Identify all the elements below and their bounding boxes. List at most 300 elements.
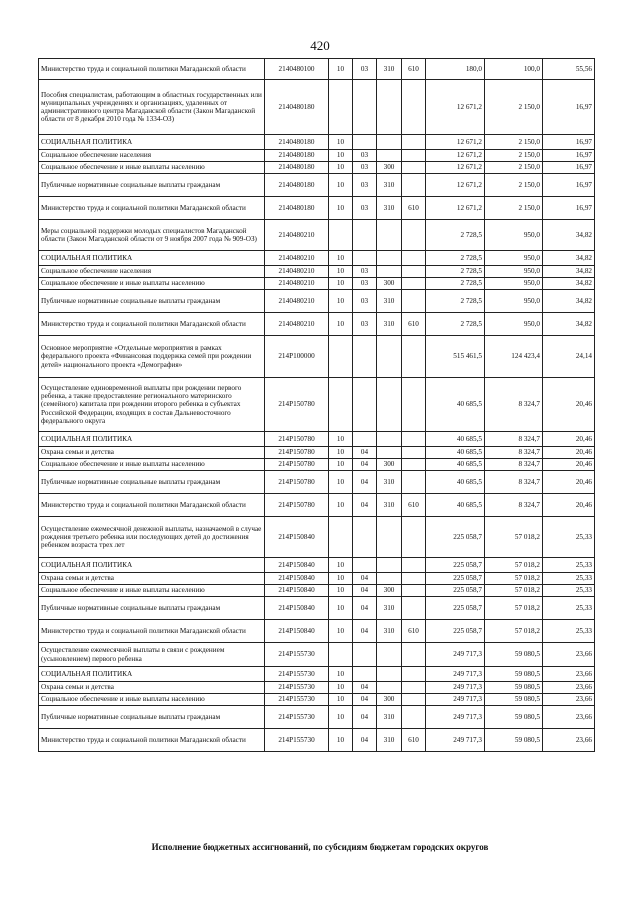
row-amount-actual: 2 150,0 (485, 135, 543, 150)
row-name: Осуществление ежемесячной денежной выплаты, назначаемой в случае рождения третьего ребенка или последующих детей до достижения ребенком возраста трех лет (39, 517, 265, 558)
table-row (39, 290, 595, 313)
row-department (402, 378, 426, 432)
row-percent: 23,66 (543, 643, 595, 667)
row-subsection: 03 (353, 150, 377, 162)
row-expense-type: 300 (377, 162, 402, 174)
row-section: 10 (329, 197, 353, 220)
row-code: 214P150840 (265, 558, 329, 573)
row-code: 214P155730 (265, 667, 329, 682)
row-section: 10 (329, 585, 353, 597)
table-row (39, 162, 595, 174)
row-department: 610 (402, 620, 426, 643)
row-expense-type (377, 517, 402, 558)
row-amount-actual: 8 324,7 (485, 447, 543, 459)
table-row (39, 597, 595, 620)
row-amount-actual: 59 080,5 (485, 643, 543, 667)
row-code: 2140480210 (265, 266, 329, 278)
row-name: Меры социальной поддержки молодых специалистов Магаданской области (Закон Магаданской области от 9 ноября 2007 года № 909-ОЗ) (39, 220, 265, 251)
row-expense-type (377, 432, 402, 447)
row-expense-type (377, 378, 402, 432)
row-expense-type (377, 80, 402, 135)
row-amount-plan: 2 728,5 (426, 278, 485, 290)
row-expense-type: 310 (377, 471, 402, 494)
row-section (329, 517, 353, 558)
row-section: 10 (329, 174, 353, 197)
row-expense-type (377, 150, 402, 162)
row-department (402, 220, 426, 251)
row-section: 10 (329, 59, 353, 80)
row-code: 214P155730 (265, 729, 329, 752)
row-code: 2140480210 (265, 251, 329, 266)
row-amount-plan: 249 717,3 (426, 667, 485, 682)
row-code: 214P150780 (265, 432, 329, 447)
row-amount-plan: 515 461,5 (426, 336, 485, 378)
row-percent: 34,82 (543, 251, 595, 266)
table-row (39, 174, 595, 197)
row-percent: 20,46 (543, 447, 595, 459)
row-expense-type: 300 (377, 585, 402, 597)
row-code: 214P150780 (265, 447, 329, 459)
row-amount-plan: 225 058,7 (426, 558, 485, 573)
row-subsection (353, 432, 377, 447)
row-subsection (353, 643, 377, 667)
table-row (39, 266, 595, 278)
row-code: 2140480210 (265, 278, 329, 290)
row-department (402, 278, 426, 290)
row-amount-actual: 950,0 (485, 220, 543, 251)
row-subsection (353, 378, 377, 432)
row-amount-plan: 225 058,7 (426, 585, 485, 597)
row-code: 2140480210 (265, 313, 329, 336)
row-name: Публичные нормативные социальные выплаты гражданам (39, 471, 265, 494)
row-expense-type: 310 (377, 729, 402, 752)
table-row (39, 729, 595, 752)
row-expense-type (377, 682, 402, 694)
row-subsection: 03 (353, 174, 377, 197)
row-amount-actual: 950,0 (485, 278, 543, 290)
row-name: Министерство труда и социальной политики Магаданской области (39, 197, 265, 220)
row-department (402, 336, 426, 378)
row-percent: 34,82 (543, 220, 595, 251)
table-row (39, 313, 595, 336)
row-expense-type: 310 (377, 59, 402, 80)
row-name: СОЦИАЛЬНАЯ ПОЛИТИКА (39, 135, 265, 150)
row-department (402, 135, 426, 150)
row-code: 2140480180 (265, 162, 329, 174)
row-section: 10 (329, 251, 353, 266)
row-name: Публичные нормативные социальные выплаты гражданам (39, 174, 265, 197)
table-row (39, 59, 595, 80)
row-expense-type (377, 135, 402, 150)
row-percent: 20,46 (543, 494, 595, 517)
row-code: 2140480180 (265, 150, 329, 162)
row-amount-plan: 12 671,2 (426, 150, 485, 162)
row-section: 10 (329, 494, 353, 517)
row-amount-plan: 225 058,7 (426, 517, 485, 558)
table-row (39, 620, 595, 643)
row-subsection: 04 (353, 597, 377, 620)
row-percent: 25,33 (543, 620, 595, 643)
row-name: Охрана семьи и детства (39, 682, 265, 694)
row-expense-type (377, 251, 402, 266)
row-subsection: 03 (353, 197, 377, 220)
row-subsection (353, 135, 377, 150)
row-percent: 16,97 (543, 197, 595, 220)
row-name: Осуществление единовременной выплаты при рождении первого ребенка, а также предоставление регионального материнского (семейного) капитала при рождении второго ребенка в субъектах Российской Федерации, входящих в состав Дальневосточного федерального округа (39, 378, 265, 432)
row-section: 10 (329, 558, 353, 573)
row-subsection: 04 (353, 706, 377, 729)
row-amount-actual: 59 080,5 (485, 667, 543, 682)
row-amount-actual: 57 018,2 (485, 573, 543, 585)
row-percent: 25,33 (543, 573, 595, 585)
row-expense-type (377, 220, 402, 251)
row-subsection: 03 (353, 290, 377, 313)
row-amount-actual: 950,0 (485, 313, 543, 336)
row-name: Публичные нормативные социальные выплаты гражданам (39, 597, 265, 620)
row-section (329, 336, 353, 378)
table-row (39, 558, 595, 573)
row-subsection: 04 (353, 620, 377, 643)
row-name: Социальное обеспечение и иные выплаты населению (39, 278, 265, 290)
row-percent: 20,46 (543, 432, 595, 447)
row-amount-actual: 57 018,2 (485, 597, 543, 620)
row-department: 610 (402, 197, 426, 220)
row-name: Осуществление ежемесячной выплаты в связи с рождением (усыновлением) первого ребенка (39, 643, 265, 667)
row-amount-plan: 12 671,2 (426, 80, 485, 135)
row-percent: 20,46 (543, 459, 595, 471)
table-row (39, 459, 595, 471)
row-expense-type: 310 (377, 620, 402, 643)
row-percent: 20,46 (543, 378, 595, 432)
row-subsection (353, 251, 377, 266)
row-amount-actual: 59 080,5 (485, 694, 543, 706)
row-amount-plan: 249 717,3 (426, 694, 485, 706)
row-name: СОЦИАЛЬНАЯ ПОЛИТИКА (39, 432, 265, 447)
row-department (402, 80, 426, 135)
row-percent: 34,82 (543, 313, 595, 336)
row-percent: 23,66 (543, 682, 595, 694)
row-subsection (353, 517, 377, 558)
row-code: 214P155730 (265, 694, 329, 706)
row-section: 10 (329, 706, 353, 729)
row-code: 2140480180 (265, 80, 329, 135)
table-row (39, 135, 595, 150)
row-department (402, 573, 426, 585)
row-section: 10 (329, 729, 353, 752)
row-department (402, 459, 426, 471)
row-subsection: 04 (353, 573, 377, 585)
row-section: 10 (329, 447, 353, 459)
row-code: 214P150780 (265, 378, 329, 432)
row-subsection: 04 (353, 729, 377, 752)
row-code: 214P100000 (265, 336, 329, 378)
row-amount-actual: 2 150,0 (485, 150, 543, 162)
row-subsection (353, 558, 377, 573)
row-code: 2140480180 (265, 135, 329, 150)
row-percent: 23,66 (543, 706, 595, 729)
row-percent: 25,33 (543, 558, 595, 573)
row-section (329, 80, 353, 135)
row-expense-type (377, 643, 402, 667)
row-code: 2140480180 (265, 174, 329, 197)
table-row (39, 471, 595, 494)
row-expense-type: 310 (377, 597, 402, 620)
row-amount-plan: 249 717,3 (426, 682, 485, 694)
row-subsection: 03 (353, 266, 377, 278)
row-amount-plan: 12 671,2 (426, 162, 485, 174)
row-amount-plan: 40 685,5 (426, 447, 485, 459)
row-code: 214P150780 (265, 494, 329, 517)
table-row (39, 80, 595, 135)
table-row (39, 220, 595, 251)
row-department (402, 290, 426, 313)
row-amount-actual: 57 018,2 (485, 558, 543, 573)
row-percent: 25,33 (543, 517, 595, 558)
row-amount-actual: 57 018,2 (485, 620, 543, 643)
table-row (39, 378, 595, 432)
row-department (402, 517, 426, 558)
row-amount-plan: 249 717,3 (426, 706, 485, 729)
row-amount-plan: 12 671,2 (426, 135, 485, 150)
row-amount-plan: 40 685,5 (426, 471, 485, 494)
table-row (39, 667, 595, 682)
row-amount-plan: 40 685,5 (426, 494, 485, 517)
row-percent: 25,33 (543, 597, 595, 620)
row-code: 214P150840 (265, 597, 329, 620)
row-department (402, 682, 426, 694)
table-row (39, 706, 595, 729)
row-name: Министерство труда и социальной политики Магаданской области (39, 313, 265, 336)
row-section: 10 (329, 150, 353, 162)
row-name: СОЦИАЛЬНАЯ ПОЛИТИКА (39, 558, 265, 573)
row-subsection: 04 (353, 585, 377, 597)
row-expense-type: 310 (377, 174, 402, 197)
row-department: 610 (402, 313, 426, 336)
row-expense-type: 300 (377, 459, 402, 471)
row-percent: 16,97 (543, 150, 595, 162)
row-percent: 16,97 (543, 135, 595, 150)
table-row (39, 573, 595, 585)
row-name: Социальное обеспечение населения (39, 150, 265, 162)
row-name: Министерство труда и социальной политики Магаданской области (39, 620, 265, 643)
row-code: 214P155730 (265, 682, 329, 694)
row-expense-type: 310 (377, 706, 402, 729)
row-amount-plan: 249 717,3 (426, 729, 485, 752)
row-section: 10 (329, 266, 353, 278)
row-section: 10 (329, 597, 353, 620)
row-subsection (353, 80, 377, 135)
row-amount-actual: 950,0 (485, 251, 543, 266)
row-name: СОЦИАЛЬНАЯ ПОЛИТИКА (39, 251, 265, 266)
row-percent: 20,46 (543, 471, 595, 494)
row-name: Министерство труда и социальной политики Магаданской области (39, 729, 265, 752)
row-section: 10 (329, 313, 353, 336)
table-row (39, 643, 595, 667)
row-subsection (353, 667, 377, 682)
row-expense-type (377, 573, 402, 585)
row-percent: 34,82 (543, 278, 595, 290)
row-percent: 23,66 (543, 694, 595, 706)
row-department (402, 162, 426, 174)
row-amount-plan: 40 685,5 (426, 432, 485, 447)
row-percent: 16,97 (543, 80, 595, 135)
row-department (402, 174, 426, 197)
row-expense-type: 310 (377, 494, 402, 517)
row-expense-type (377, 336, 402, 378)
table-row (39, 197, 595, 220)
row-percent: 34,82 (543, 290, 595, 313)
row-amount-plan: 2 728,5 (426, 220, 485, 251)
row-subsection: 04 (353, 682, 377, 694)
table-row (39, 278, 595, 290)
row-code: 214P150780 (265, 471, 329, 494)
row-section: 10 (329, 667, 353, 682)
row-name: Министерство труда и социальной политики Магаданской области (39, 59, 265, 80)
row-name: Основное мероприятие «Отдельные мероприятия в рамках федерального проекта «Финансовая поддержка семей при рождении детей» национального проекта «Демография» (39, 336, 265, 378)
row-amount-actual: 8 324,7 (485, 471, 543, 494)
row-amount-plan: 40 685,5 (426, 459, 485, 471)
row-code: 2140480180 (265, 197, 329, 220)
row-section (329, 643, 353, 667)
row-percent: 25,33 (543, 585, 595, 597)
row-amount-plan: 2 728,5 (426, 313, 485, 336)
table-body (39, 59, 595, 752)
row-department (402, 150, 426, 162)
row-expense-type (377, 266, 402, 278)
table-row (39, 447, 595, 459)
row-amount-plan: 12 671,2 (426, 174, 485, 197)
row-amount-plan: 225 058,7 (426, 573, 485, 585)
row-name: Социальное обеспечение и иные выплаты населению (39, 585, 265, 597)
table-row (39, 585, 595, 597)
row-name: Социальное обеспечение и иные выплаты населению (39, 459, 265, 471)
table-row (39, 682, 595, 694)
row-section: 10 (329, 135, 353, 150)
row-percent: 16,97 (543, 162, 595, 174)
row-expense-type: 300 (377, 278, 402, 290)
row-amount-actual: 2 150,0 (485, 174, 543, 197)
row-section: 10 (329, 162, 353, 174)
row-subsection: 03 (353, 59, 377, 80)
row-name: Пособия специалистам, работающим в областных государственных или муниципальных учреждениях и организациях, удаленных от административного центра Магаданской области (Закон Магаданской области от 8 декабря 2010 года № 1334-ОЗ) (39, 80, 265, 135)
row-amount-plan: 225 058,7 (426, 597, 485, 620)
table-row (39, 517, 595, 558)
row-code: 214P150840 (265, 573, 329, 585)
row-section: 10 (329, 694, 353, 706)
table-row (39, 336, 595, 378)
row-name: Публичные нормативные социальные выплаты гражданам (39, 290, 265, 313)
row-expense-type (377, 447, 402, 459)
row-section: 10 (329, 620, 353, 643)
row-department (402, 447, 426, 459)
row-amount-actual: 59 080,5 (485, 682, 543, 694)
row-code: 214P150840 (265, 620, 329, 643)
row-amount-actual: 59 080,5 (485, 706, 543, 729)
row-amount-plan: 2 728,5 (426, 251, 485, 266)
row-code: 2140480100 (265, 59, 329, 80)
row-section: 10 (329, 682, 353, 694)
row-section: 10 (329, 471, 353, 494)
row-expense-type: 310 (377, 290, 402, 313)
row-subsection: 03 (353, 313, 377, 336)
row-amount-actual: 100,0 (485, 59, 543, 80)
row-department (402, 471, 426, 494)
row-percent: 55,56 (543, 59, 595, 80)
row-department (402, 706, 426, 729)
row-section (329, 220, 353, 251)
row-code: 214P150840 (265, 585, 329, 597)
row-amount-actual: 2 150,0 (485, 197, 543, 220)
row-amount-actual: 2 150,0 (485, 80, 543, 135)
row-department (402, 558, 426, 573)
table-row (39, 150, 595, 162)
row-amount-plan: 180,0 (426, 59, 485, 80)
row-department (402, 597, 426, 620)
row-section: 10 (329, 573, 353, 585)
row-expense-type: 310 (377, 313, 402, 336)
row-amount-plan: 2 728,5 (426, 290, 485, 313)
row-percent: 34,82 (543, 266, 595, 278)
row-department (402, 266, 426, 278)
table-row (39, 432, 595, 447)
row-name: Социальное обеспечение и иные выплаты населению (39, 162, 265, 174)
row-amount-actual: 2 150,0 (485, 162, 543, 174)
row-section: 10 (329, 432, 353, 447)
row-amount-actual: 8 324,7 (485, 459, 543, 471)
row-department (402, 432, 426, 447)
row-subsection: 03 (353, 162, 377, 174)
row-department (402, 251, 426, 266)
row-section: 10 (329, 459, 353, 471)
row-name: Социальное обеспечение населения (39, 266, 265, 278)
row-amount-actual: 57 018,2 (485, 585, 543, 597)
row-subsection: 04 (353, 447, 377, 459)
row-expense-type (377, 558, 402, 573)
row-subsection: 04 (353, 694, 377, 706)
table-row (39, 494, 595, 517)
row-code: 214P150780 (265, 459, 329, 471)
row-expense-type (377, 667, 402, 682)
row-department (402, 643, 426, 667)
row-expense-type: 310 (377, 197, 402, 220)
row-amount-plan: 225 058,7 (426, 620, 485, 643)
row-section (329, 378, 353, 432)
row-amount-actual: 59 080,5 (485, 729, 543, 752)
row-department (402, 667, 426, 682)
row-name: Охрана семьи и детства (39, 447, 265, 459)
row-name: Публичные нормативные социальные выплаты гражданам (39, 706, 265, 729)
row-percent: 16,97 (543, 174, 595, 197)
row-name: Социальное обеспечение и иные выплаты населению (39, 694, 265, 706)
row-amount-actual: 124 423,4 (485, 336, 543, 378)
row-amount-actual: 8 324,7 (485, 494, 543, 517)
row-expense-type: 300 (377, 694, 402, 706)
row-department (402, 585, 426, 597)
row-name: СОЦИАЛЬНАЯ ПОЛИТИКА (39, 667, 265, 682)
row-amount-plan: 2 728,5 (426, 266, 485, 278)
row-amount-actual: 950,0 (485, 266, 543, 278)
row-amount-plan: 40 685,5 (426, 378, 485, 432)
row-amount-actual: 8 324,7 (485, 432, 543, 447)
row-name: Охрана семьи и детства (39, 573, 265, 585)
row-subsection: 03 (353, 278, 377, 290)
row-percent: 23,66 (543, 667, 595, 682)
row-department: 610 (402, 494, 426, 517)
row-section: 10 (329, 290, 353, 313)
row-code: 2140480210 (265, 220, 329, 251)
row-amount-plan: 12 671,2 (426, 197, 485, 220)
row-section: 10 (329, 278, 353, 290)
